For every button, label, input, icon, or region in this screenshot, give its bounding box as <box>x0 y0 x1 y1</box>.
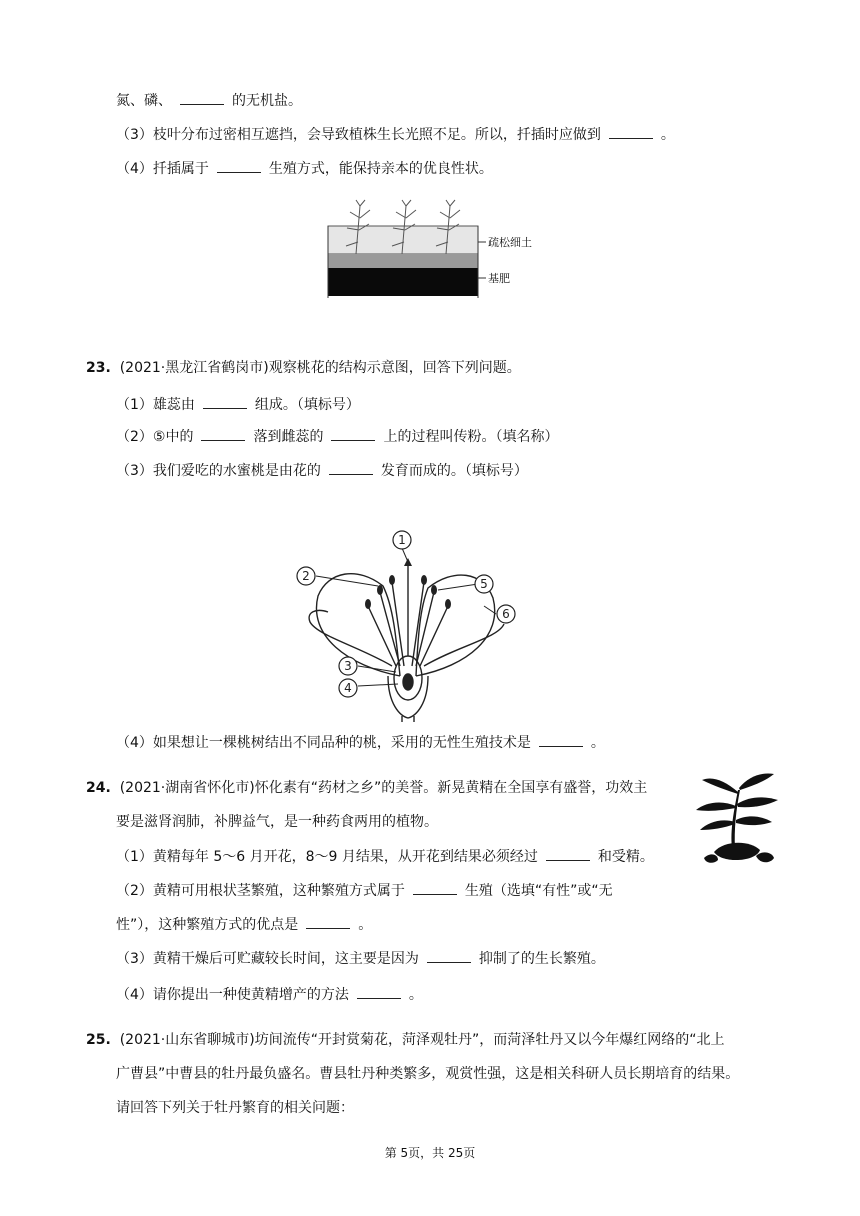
q22-l1-pre: 氮、磷、 <box>116 93 172 109</box>
q22-part-3 <box>116 124 675 145</box>
answer-blank[interactable] <box>609 124 653 139</box>
q24-part-4 <box>116 984 423 1005</box>
answer-blank[interactable] <box>329 460 373 475</box>
answer-blank[interactable] <box>427 948 471 963</box>
q24-part-1 <box>116 846 654 867</box>
q22-line-1 <box>116 90 302 111</box>
q24-stem-1 <box>86 778 647 798</box>
q25-stem1-text: (2021·山东省聊城市)坊间流传“开封赏菊花，菏泽观牡丹”，而菏泽牡丹又以今年爆红网络的“北上 <box>119 1032 725 1048</box>
q24-p1-pre: （1）黄精每年 5～6 月开花，8～9 月结果，从开花到结果必须经过 <box>116 849 538 865</box>
huangjing-plant-figure <box>694 770 780 866</box>
question-number: 23. <box>86 360 111 376</box>
q24-p4-pre: （4）请你提出一种使黄精增产的方法 <box>116 987 349 1003</box>
svg-text:6: 6 <box>502 607 510 621</box>
answer-blank[interactable] <box>546 846 590 861</box>
q24-part-2 <box>116 880 613 901</box>
q23-stem-text: (2021·黑龙江省鹤岗市)观察桃花的结构示意图，回答下列问题。 <box>119 360 521 376</box>
svg-text:3: 3 <box>344 659 352 673</box>
answer-blank[interactable] <box>357 984 401 999</box>
q24-stem1-text: (2021·湖南省怀化市)怀化素有“药材之乡”的美誉。新晃黄精在全国享有盛誉，功效主 <box>119 780 648 796</box>
answer-blank[interactable] <box>539 732 583 747</box>
q23-part-4 <box>116 732 605 753</box>
q24-p1-post: 和受精。 <box>597 849 654 865</box>
question-number: 24. <box>86 780 111 796</box>
q25-stem-2: 广曹县”中曹县的牡丹最负盛名。曹县牡丹种类繁多，观赏性强，这是相关科研人员长期培育的结果。 <box>116 1066 740 1082</box>
huangjing-plant-diagram <box>694 770 780 866</box>
question-number: 25. <box>86 1032 111 1048</box>
q24-p4-post: 。 <box>408 987 423 1003</box>
svg-text:2: 2 <box>302 569 310 583</box>
answer-blank[interactable] <box>331 426 375 441</box>
q22-l2-pre: （3）枝叶分布过密相互遮挡，会导致植株生长光照不足。所以，扦插时应做到 <box>116 127 601 143</box>
q23-part-1 <box>116 394 360 415</box>
cutting-soil-figure <box>326 198 534 302</box>
q23-p3-pre: （3）我们爱吃的水蜜桃是由花的 <box>116 463 321 479</box>
q23-p2-a: （2）⑤中的 <box>116 429 194 445</box>
q23-p4-post: 。 <box>590 735 605 751</box>
page-footer: 第 5页，共 25页 <box>384 1146 476 1160</box>
label-loose-soil: 疏松细土 <box>488 236 532 249</box>
q22-l3-post: 生殖方式，能保持亲本的优良性状。 <box>268 161 493 177</box>
answer-blank[interactable] <box>306 914 350 929</box>
q23-p1-post: 组成。（填标号） <box>254 397 360 413</box>
q23-p3-post: 发育而成的。（填标号） <box>380 463 528 479</box>
answer-blank[interactable] <box>180 90 224 105</box>
svg-text:4: 4 <box>344 681 352 695</box>
q24-p3-post: 抑制了的生长繁殖。 <box>478 951 605 967</box>
q24-part-3 <box>116 948 605 969</box>
peach-flower-figure <box>288 526 528 722</box>
peach-flower-diagram <box>288 526 528 722</box>
q23-part-3 <box>116 460 528 481</box>
q24-part-2b <box>116 914 372 935</box>
q24-stem-2: 要是滋肾润肺，补脾益气，是一种药食两用的植物。 <box>116 814 438 830</box>
q22-l2-post: 。 <box>660 127 675 143</box>
q24-p3-pre: （3）黄精干燥后可贮藏较长时间，这主要是因为 <box>116 951 419 967</box>
q23-p2-c: 上的过程叫传粉。（填名称） <box>383 429 559 445</box>
q22-l1-post: 的无机盐。 <box>232 93 302 109</box>
label-base-fertilizer: 基肥 <box>488 272 510 285</box>
q25-stem-3: 请回答下列关于牡丹繁育的相关问题： <box>116 1100 354 1116</box>
q24-p2-post: 生殖（选填“有性”或“无 <box>464 883 613 899</box>
q23-p4-pre: （4）如果想让一棵桃树结出不同品种的桃，采用的无性生殖技术是 <box>116 735 531 751</box>
answer-blank[interactable] <box>413 880 457 895</box>
svg-text:1: 1 <box>398 533 406 547</box>
q22-part-4 <box>116 158 493 179</box>
q25-stem-1 <box>86 1030 724 1050</box>
q23-p2-b: 落到雌蕊的 <box>253 429 324 445</box>
q22-l3-pre: （4）扦插属于 <box>116 161 209 177</box>
answer-blank[interactable] <box>201 426 245 441</box>
answer-blank[interactable] <box>203 394 247 409</box>
q23-part-2 <box>116 426 558 447</box>
q23-p1-pre: （1）雄蕊由 <box>116 397 195 413</box>
q24-p2b-pre: 性”），这种繁殖方式的优点是 <box>116 917 299 933</box>
q23-stem <box>86 358 521 378</box>
answer-blank[interactable] <box>217 158 261 173</box>
q24-p2-pre: （2）黄精可用根状茎繁殖，这种繁殖方式属于 <box>116 883 405 899</box>
svg-text:5: 5 <box>480 577 488 591</box>
q24-p2b-post: 。 <box>358 917 373 933</box>
